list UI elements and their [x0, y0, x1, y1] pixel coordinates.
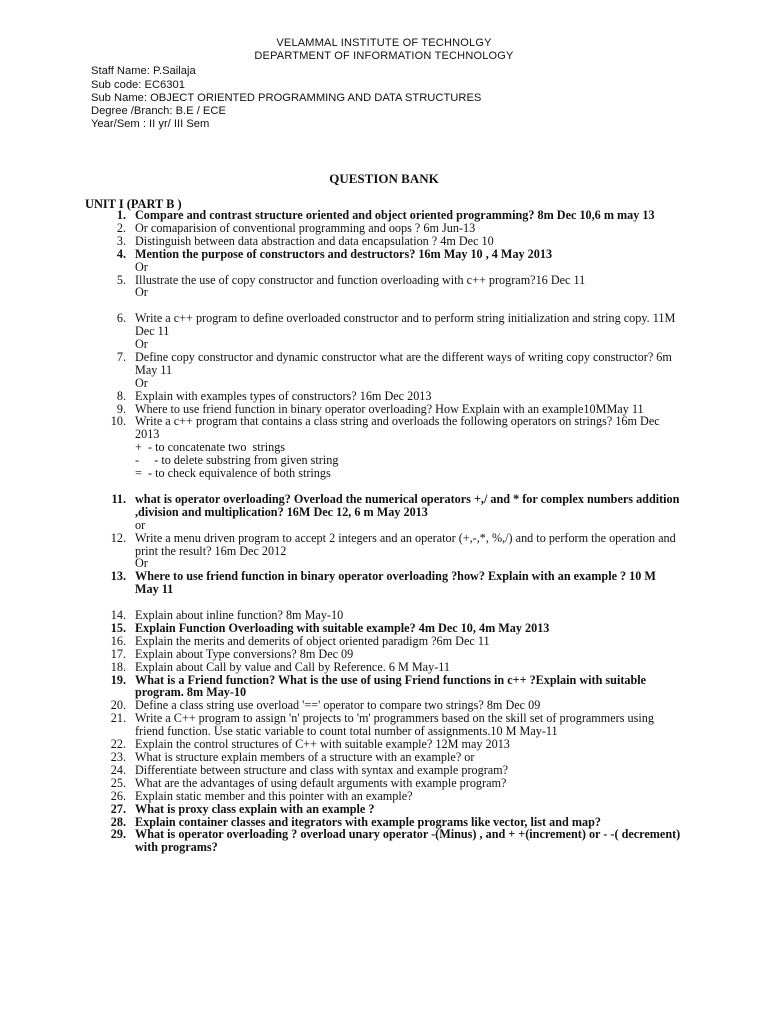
subject-name: Sub Name: OBJECT ORIENTED PROGRAMMING AND DATA STRUCTURES [91, 92, 482, 104]
question-number: 2. [116, 220, 126, 235]
question-number: 11. [111, 491, 126, 506]
question-number: 15. [110, 620, 126, 635]
question-item [102, 532, 682, 558]
question-text: Explain about Type conversions? 8m Dec 09 [135, 646, 354, 661]
question-number: 19. [110, 672, 126, 687]
operator-subitem: = - to check equivalence of both strings [135, 466, 331, 481]
question-number: 13. [110, 569, 126, 584]
question-number: 18. [110, 659, 126, 674]
question-item [102, 493, 682, 519]
question-number: 7. [116, 349, 126, 364]
question-number: 1. [116, 208, 126, 222]
question-text: What are the advantages of using default arguments with example program? [135, 775, 507, 790]
question-text: Write a c++ program that contains a class string and overloads the following operators on strings? 16m Dec 2013 [135, 414, 660, 442]
year-semester: Year/Sem : II yr/ III Sem [91, 118, 210, 130]
question-number: 9. [116, 401, 126, 416]
question-text: what is operator overloading? Overload the numerical operators +,/ and * for complex numbers addition ,division and multiplication? 16M Dec 12, 6 m May 2013 [135, 491, 680, 519]
question-text: What is structure explain members of a structure with an example? or [135, 750, 475, 765]
question-item [102, 312, 682, 338]
question-number: 21. [110, 711, 126, 726]
question-number: 17. [110, 646, 126, 661]
question-text: Write a c++ program to define overloaded constructor and to perform string initialization and string copy. 11M Dec 11 [135, 311, 676, 339]
question-number: 8. [116, 388, 126, 403]
question-text: Explain the control structures of C++ with suitable example? 12M may 2013 [135, 737, 510, 752]
question-item [102, 415, 682, 441]
question-item [102, 274, 682, 287]
question-number: 27. [110, 801, 126, 816]
question-number: 25. [110, 775, 126, 790]
question-text: Where to use friend function in binary operator overloading? How Explain with an example10MMay 11 [135, 401, 644, 416]
subject-code: Sub code: EC6301 [91, 79, 185, 91]
question-number: 16. [110, 633, 126, 648]
question-text: Explain the merits and demerits of object oriented paradigm ?6m Dec 11 [135, 633, 490, 648]
question-text: What is proxy class explain with an example ? [135, 801, 375, 816]
operator-subitem: - - to delete substring from given string [135, 453, 339, 468]
question-number: 4. [116, 246, 126, 261]
question-number: 28. [110, 814, 126, 829]
question-text: Write a menu driven program to accept 2 integers and an operator (+,-,*, %,/) and to perform the operation and print the result? 16m Dec 2012 [135, 530, 676, 558]
degree-branch: Degree /Branch: B.E / ECE [91, 105, 226, 117]
question-text: Explain about inline function? 8m May-10 [135, 608, 344, 623]
question-text: Illustrate the use of copy constructor and function overloading with c++ program?16 Dec 11 [135, 272, 586, 287]
question-number: 3. [116, 233, 126, 248]
question-bank-title: QUESTION BANK [329, 171, 439, 186]
question-item [102, 351, 682, 377]
question-item [102, 248, 682, 261]
question-text: Or comaparision of conventional programming and oops ? 6m Jun-13 [135, 220, 476, 235]
question-number: 22. [110, 737, 126, 752]
question-text: Define copy constructor and dynamic constructor what are the different ways of writing copy constructor? 6m May 11 [135, 349, 672, 377]
or-separator: Or [135, 285, 148, 300]
question-number: 23. [110, 750, 126, 765]
unit-heading: UNIT I (PART B ) [85, 197, 182, 211]
question-text: Mention the purpose of constructors and destructors? 16m May 10 , 4 May 2013 [135, 246, 553, 261]
question-text: Explain static member and this pointer with an example? [135, 788, 413, 803]
or-separator: or [135, 517, 146, 532]
question-number: 29. [110, 827, 126, 842]
question-number: 5. [116, 272, 126, 287]
question-item [102, 712, 682, 738]
question-text: Where to use friend function in binary operator overloading ?how? Explain with an example ? 10 M May 11 [135, 569, 656, 597]
question-text: Differentiate between structure and class with syntax and example program? [135, 762, 509, 777]
question-text: What is a Friend function? What is the use of using Friend functions in c++ ?Explain with suitable program. 8m May-10 [135, 672, 647, 700]
question-number: 26. [110, 788, 126, 803]
question-text: Explain with examples types of constructors? 16m Dec 2013 [135, 388, 432, 403]
question-text: Explain about Call by value and Call by Reference. 6 M May-11 [135, 659, 450, 674]
department-name: DEPARTMENT OF INFORMATION TECHNOLOGY [254, 50, 514, 62]
or-separator: Or [135, 259, 148, 274]
question-item [102, 828, 682, 854]
question-number: 10. [110, 414, 126, 429]
operator-subitem: + - to concatenate two strings [135, 440, 286, 455]
question-text: Explain Function Overloading with suitable example? 4m Dec 10, 4m May 2013 [135, 620, 550, 635]
question-text: Explain container classes and itegrators with example programs like vector, list and map? [135, 814, 601, 829]
question-number: 20. [110, 698, 126, 713]
institute-name: VELAMMAL INSTITUTE OF TECHNOLGY [276, 37, 492, 49]
or-separator: Or [135, 556, 148, 571]
question-item [102, 674, 682, 700]
question-text: What is operator overloading ? overload unary operator -(Minus) , and + +(increment) or - -( decrement) with programs? [135, 827, 681, 855]
question-number: 6. [116, 311, 126, 326]
question-text: Define a class string use overload '==' operator to compare two strings? 8m Dec 09 [135, 698, 541, 713]
question-text: Compare and contrast structure oriented and object oriented programming? 8m Dec 10,6 m may 13 [135, 208, 655, 222]
question-number: 12. [110, 530, 126, 545]
question-list [102, 209, 682, 854]
question-number: 24. [110, 762, 126, 777]
question-number: 14. [110, 608, 126, 623]
or-separator: Or [135, 337, 148, 352]
question-text: Distinguish between data abstraction and data encapsulation ? 4m Dec 10 [135, 233, 494, 248]
question-text: Write a C++ program to assign 'n' projects to 'm' programmers based on the skill set of programmers using friend function. Use static variable to count total number of assignments.10 M May-11 [135, 711, 654, 739]
staff-name: Staff Name: P.Sailaja [91, 65, 196, 77]
question-item [102, 570, 682, 596]
or-separator: Or [135, 375, 148, 390]
